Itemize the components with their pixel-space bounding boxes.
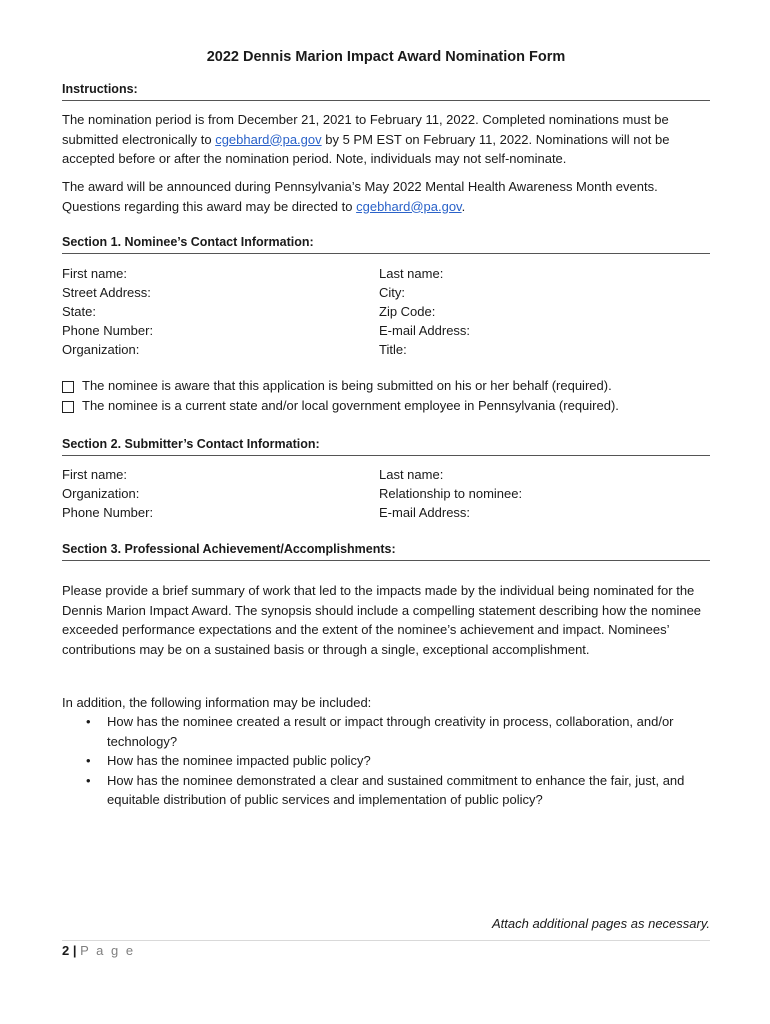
field-label: E-mail Address: [379, 323, 471, 338]
section1-left-fields [62, 264, 153, 359]
section2-right-fields [379, 465, 522, 522]
list-item: • How has the nominee created a result or impact through creativity in process, collaboration, and/or technology? [62, 712, 710, 751]
list-item: • How has the nominee demonstrated a clear and sustained commitment to enhance the fair, just, and equitable distribution of public services and implementation of public policy? [62, 771, 710, 810]
instructions-paragraph-2 [62, 177, 710, 216]
checkbox-icon[interactable] [62, 401, 74, 413]
page-label: P a g e [80, 943, 136, 958]
page-separator: | [72, 943, 77, 958]
field-label: Title: [379, 342, 407, 357]
checkbox-label: The nominee is a current state and/or local government employee in Pennsylvania (required). [82, 398, 619, 413]
section1-heading: Section 1. Nominee’s Contact Information: [62, 235, 710, 254]
section3-intro: In addition, the following information may be included: [62, 695, 372, 710]
field-label: E-mail Address: [379, 505, 471, 520]
section3-paragraph: Please provide a brief summary of work that led to the impacts made by the individual being nominated for the Dennis Marion Impact Award. The synopsis should include a compelling statement describing how the nominee exceeded performance expectations and the extent of the nominee’s achievement and impact. Nominees’ contributions may be on a sustained basis or through a single, exceptional accomplishment. [62, 583, 702, 657]
nominee-checkboxes [62, 376, 619, 416]
section2-left-fields [62, 465, 153, 522]
field-label: Phone Number: [62, 505, 154, 520]
field-label: First name: [62, 266, 128, 281]
section3-bullet-list [62, 712, 710, 810]
field-label: Organization: [62, 342, 140, 357]
attach-note: Attach additional pages as necessary. [491, 916, 710, 931]
field-label: City: [379, 285, 405, 300]
page-number: 2 [62, 943, 70, 958]
field-label: Zip Code: [379, 304, 436, 319]
field-label: Street Address: [62, 285, 151, 300]
instructions-heading: Instructions: [62, 82, 710, 101]
section3-heading: Section 3. Professional Achievement/Accomplishments: [62, 542, 710, 561]
field-label: First name: [62, 467, 128, 482]
email-link[interactable]: cgebhard@pa.gov [215, 131, 322, 147]
field-label: Relationship to nominee: [379, 486, 523, 501]
list-item: • How has the nominee impacted public policy? [62, 751, 710, 771]
field-label: Organization: [62, 486, 140, 501]
footer-divider [62, 940, 710, 941]
form-title: 2022 Dennis Marion Impact Award Nomination Form [206, 49, 566, 65]
instructions-p1-text-b: by 5 PM EST on February 11, 2022. Nominations will not be accepted before or after the nomination period. Note, individuals may not self-nominate. [62, 131, 670, 166]
checkbox-row-employee[interactable] [62, 396, 619, 416]
checkbox-row-aware[interactable] [62, 376, 619, 396]
instructions-p1-text-a: The nomination period is from December 21, 2021 to February 11, 2022. Completed nominations must be submitted electronically to [62, 112, 669, 147]
email-link[interactable]: cgebhard@pa.gov [356, 198, 462, 214]
field-label: Last name: [379, 467, 444, 482]
field-label: Phone Number: [62, 323, 154, 338]
section1-right-fields [379, 264, 470, 359]
instructions-p2-text-a: The award will be announced during Pennsylvania’s May 2022 Mental Health Awareness Month events. Questions regarding this award may be directed to [62, 179, 658, 214]
instructions-p2-text-b: . [461, 198, 466, 214]
page-footer [62, 943, 135, 958]
checkbox-label: The nominee is aware that this application is being submitted on his or her behalf (required). [82, 378, 612, 393]
field-label: Last name: [379, 266, 444, 281]
instructions-paragraph-1 [62, 110, 710, 169]
section2-heading: Section 2. Submitter’s Contact Information: [62, 437, 710, 456]
checkbox-icon[interactable] [62, 381, 74, 393]
field-label: State: [62, 304, 96, 319]
